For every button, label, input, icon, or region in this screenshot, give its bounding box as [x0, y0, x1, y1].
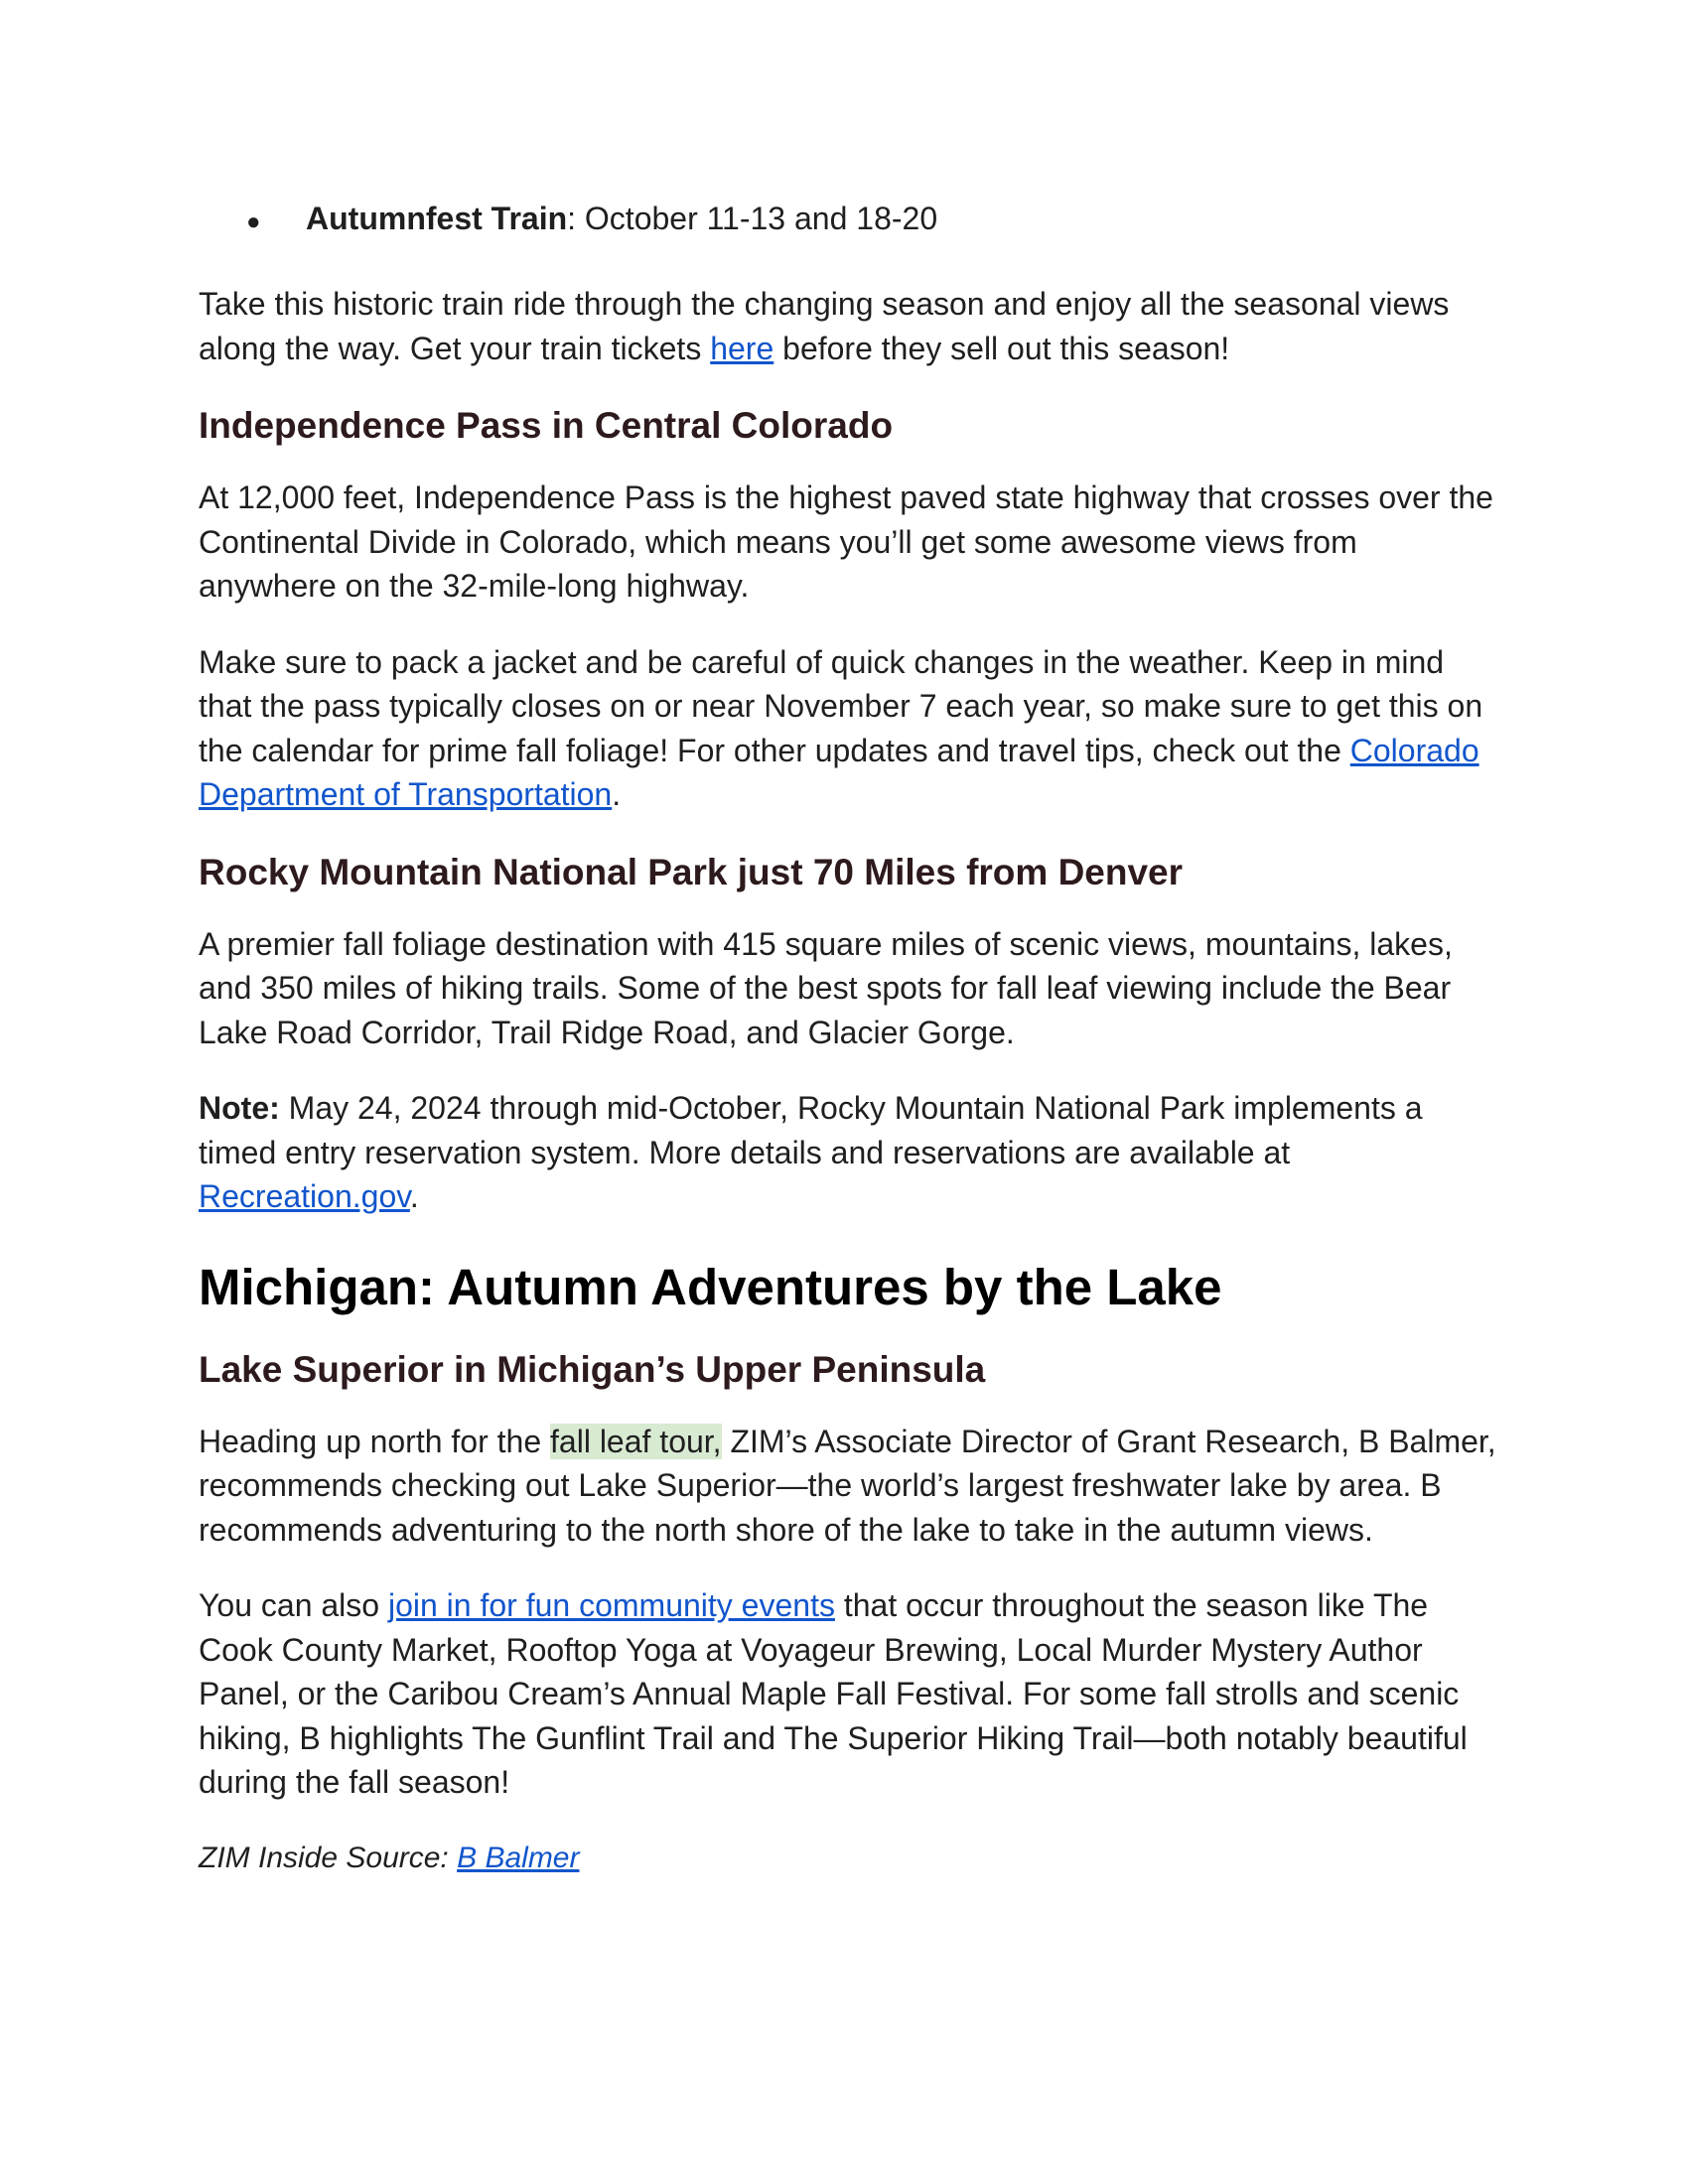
- document-page: [199, 197, 1499, 1912]
- michigan-paragraph-1: [199, 1420, 1499, 1553]
- source-label: ZIM Inside Source:: [199, 1841, 458, 1874]
- recreation-gov-link[interactable]: Recreation.gov: [199, 1178, 410, 1214]
- michigan-text-end: ZIM’s Associate Director of Grant Research, B Balmer, recommends checking out Lake Superior—the world’s largest freshwater lake by area. B recommends adventuring to the north shore of the lake to take in the autumn views.: [199, 1423, 1496, 1548]
- highlighted-text: fall leaf tour,: [550, 1423, 722, 1459]
- autumnfest-label: Autumnfest Train: [306, 201, 568, 236]
- independence-text-end: .: [612, 776, 622, 812]
- note-label: Note:: [199, 1090, 280, 1126]
- list-item-autumnfest: [246, 197, 1499, 244]
- independence-paragraph-2: [199, 640, 1499, 817]
- rocky-heading: Rocky Mountain National Park just 70 Miles from Denver: [199, 851, 1184, 892]
- independence-text: Make sure to pack a jacket and be careful of quick changes in the weather. Keep in mind that the pass typically closes on or near November 7 each year, so make sure to get this on the calendar for prime fall foliage! For other updates and travel tips, check out the: [199, 643, 1483, 768]
- rocky-paragraph-1: A premier fall foliage destination with 415 square miles of scenic views, mountains, lakes, and 350 miles of hiking trails. Some of the best spots for fall leaf viewing include the Bear Lake Road Corridor, Trail Ridge Road, and Glacier Gorge.: [199, 925, 1453, 1050]
- train-paragraph: [199, 282, 1499, 370]
- michigan-text: Heading up north for the: [199, 1423, 551, 1459]
- independence-heading: Independence Pass in Central Colorado: [199, 405, 894, 446]
- tickets-link[interactable]: here: [710, 330, 774, 366]
- inside-source: [199, 1837, 1499, 1881]
- michigan-paragraph-2: [199, 1583, 1499, 1805]
- lake-superior-heading: Lake Superior in Michigan’s Upper Peninsula: [199, 1348, 986, 1390]
- events-text: You can also: [199, 1587, 388, 1623]
- note-text: May 24, 2024 through mid-October, Rocky Mountain National Park implements a timed entry reservation system. More details and reservations are available at: [199, 1090, 1423, 1170]
- community-events-link[interactable]: join in for fun community events: [387, 1587, 835, 1623]
- bullet-icon: ●: [246, 208, 261, 235]
- train-text: Take this historic train ride through the changing season and enjoy all the seasonal views along the way. Get your train tickets: [199, 286, 1450, 366]
- autumnfest-dates: : October 11-13 and 18-20: [567, 201, 938, 236]
- cdot-link[interactable]: Colorado Department of Transportation: [199, 732, 1479, 812]
- b-balmer-link[interactable]: B Balmer: [457, 1841, 580, 1874]
- note-text-end: .: [409, 1178, 419, 1214]
- events-text-end: that occur throughout the season like The Cook County Market, Rooftop Yoga at Voyageur Brewing, Local Murder Mystery Author Panel, or the Caribou Cream’s Annual Maple Fall Festival. For some fall strolls and scenic hiking, B highlights The Gunflint Trail and The Superior Hiking Trail—both notably beautiful during the fall season!: [199, 1587, 1468, 1800]
- train-text-end: before they sell out this season!: [774, 330, 1230, 366]
- independence-paragraph-1: At 12,000 feet, Independence Pass is the highest paved state highway that crosses over the Continental Divide in Colorado, which means you’ll get some awesome views from anywhere on the 32-mile-long highway.: [199, 479, 1493, 604]
- michigan-heading: Michigan: Autumn Adventures by the Lake: [199, 1258, 1222, 1315]
- rocky-note-paragraph: [199, 1086, 1499, 1219]
- list-item-text: [306, 197, 937, 240]
